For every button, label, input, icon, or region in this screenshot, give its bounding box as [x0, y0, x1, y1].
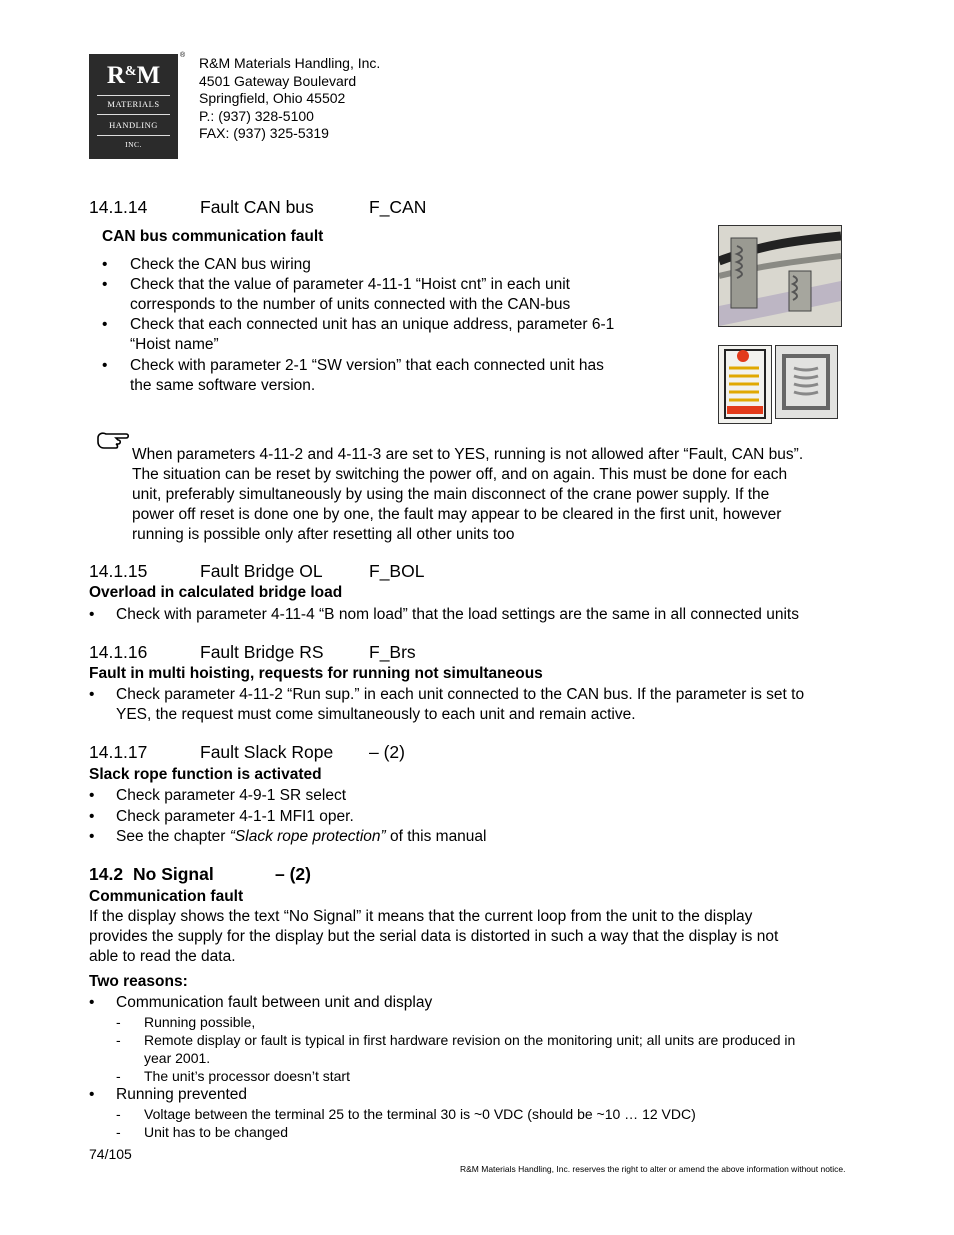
company-address: [199, 55, 380, 143]
reason1-sublist: [116, 1013, 896, 1085]
can-cable-photo: [718, 225, 842, 327]
section-number: 14.1.14: [89, 197, 148, 217]
page-number: 74/105: [89, 1146, 132, 1162]
can-bullet-list: [102, 255, 682, 396]
section-number: 14.1.15: [89, 561, 148, 581]
sub-item: - Remote display or fault is typical in first hardware revision on the monitoring unit; all units are produced in: [116, 1032, 796, 1048]
section-subtitle: Overload in calculated bridge load: [89, 584, 343, 601]
note-line: power off reset is done one by one, the fault may appear to be cleared in the first unit, however: [132, 506, 782, 523]
list-item: • Check that the value of parameter 4-11-1 “Hoist cnt” in each unit corresponds to the number of units connected with the CAN-bus: [102, 276, 571, 313]
address-line: 4501 Gateway Boulevard: [199, 72, 357, 89]
list-item: • Check parameter 4-11-2 “Run sup.” in each unit connected to the CAN bus. If the parameter is set to YES, the request must come simultaneously to each unit and remain active.: [89, 686, 805, 723]
logo-line1: MATERIALS: [107, 99, 160, 109]
fault-code: – (2): [369, 742, 405, 762]
section-heading-14116: [89, 642, 489, 664]
list-item: • See the chapter “Slack rope protection” of this manual: [89, 828, 487, 845]
pointing-hand-icon: [96, 430, 132, 456]
company-logo: [89, 54, 178, 159]
section-subtitle: Slack rope function is activated: [89, 766, 322, 783]
list-item: • Running prevented: [89, 1086, 247, 1103]
registered-mark: ®: [180, 52, 186, 59]
sub-item: - Voltage between the terminal 25 to the terminal 30 is ~0 VDC (should be ~10 … 12 VDC): [116, 1106, 696, 1122]
section-heading-14115: [89, 561, 489, 583]
sub-item-continuation: year 2001.: [144, 1050, 211, 1066]
section-number: 14.1.16: [89, 642, 148, 662]
address-line: P.: (937) 328-5100: [199, 107, 314, 124]
note-line: The situation can be reset by switching the power off, and on again. This must be done for each: [132, 466, 788, 483]
section-heading-14114: [89, 197, 489, 219]
logo-mark: R&M: [106, 62, 161, 89]
address-line: Springfield, Ohio 45502: [199, 90, 346, 106]
fault-code: F_CAN: [369, 197, 427, 217]
sub-item: - Running possible,: [116, 1014, 256, 1030]
footer-notice: R&M Materials Handling, Inc. reserves the right to alter or amend the above information without notice.: [460, 1164, 846, 1174]
can-note: [132, 445, 892, 545]
list-item: • Check parameter 4-1-1 MFI1 oper.: [89, 807, 354, 825]
section-heading-142: [89, 864, 389, 886]
list-item: • Check with parameter 2-1 “SW version” that each connected unit has the same software version.: [102, 357, 604, 394]
section-subtitle: Communication fault: [89, 888, 244, 905]
note-line: When parameters 4-11-2 and 4-11-3 are set to YES, running is not allowed after “Fault, CAN bus”.: [132, 446, 804, 463]
section-subtitle: Fault in multi hoisting, requests for running not simultaneous: [89, 665, 543, 682]
logo-line3: INC.: [125, 140, 142, 149]
logo-line2: HANDLING: [109, 120, 158, 130]
spring-clamp-photo: [775, 345, 838, 419]
section-title: No Signal: [133, 864, 214, 884]
fault-code: – (2): [275, 864, 311, 884]
list-item: • Check that each connected unit has an unique address, parameter 6-1 “Hoist name”: [102, 316, 615, 353]
section-number: 14.2: [89, 864, 124, 884]
section-subtitle: CAN bus communication fault: [102, 228, 324, 245]
section-title: Fault Bridge OL: [200, 561, 323, 581]
list-item: • Check with parameter 4-11-4 “B nom load” that the load settings are the same in all connected units: [89, 606, 799, 623]
note-line: unit, preferably simultaneously by using the main disconnect of the crane power supply. If the: [132, 486, 770, 503]
fault-code: F_BOL: [369, 561, 425, 581]
fault-code: F_Brs: [369, 642, 416, 662]
section-title: Fault CAN bus: [200, 197, 314, 217]
reason2-sublist: [116, 1105, 896, 1141]
section-number: 14.1.17: [89, 742, 148, 762]
spring-clamp-diagram: [718, 345, 772, 424]
sub-item: - Unit has to be changed: [116, 1124, 288, 1140]
list-item: • Communication fault between unit and display: [89, 994, 433, 1011]
list-item: • Check parameter 4-9-1 SR select: [89, 787, 347, 804]
sub-item: - The unit’s processor doesn’t start: [116, 1068, 350, 1084]
section-title: Fault Slack Rope: [200, 742, 334, 762]
section-heading-14117: [89, 742, 489, 764]
no-signal-paragraph: If the display shows the text “No Signal” it means that the current loop from the unit to the display provides the supply for the display but the serial data is distorted in such a way that the display is not able to read the data.: [89, 908, 779, 965]
list-item: • Check the CAN bus wiring: [102, 256, 311, 273]
reasons-title: Two reasons:: [89, 973, 188, 990]
slack-rope-list: [89, 786, 909, 847]
address-line: R&M Materials Handling, Inc.: [199, 55, 381, 71]
address-line: FAX: (937) 325-5319: [199, 125, 329, 141]
note-line: running is possible only after resetting all other units too: [132, 526, 515, 543]
section-title: Fault Bridge RS: [200, 642, 324, 662]
chapter-reference: “Slack rope protection”: [229, 828, 386, 845]
